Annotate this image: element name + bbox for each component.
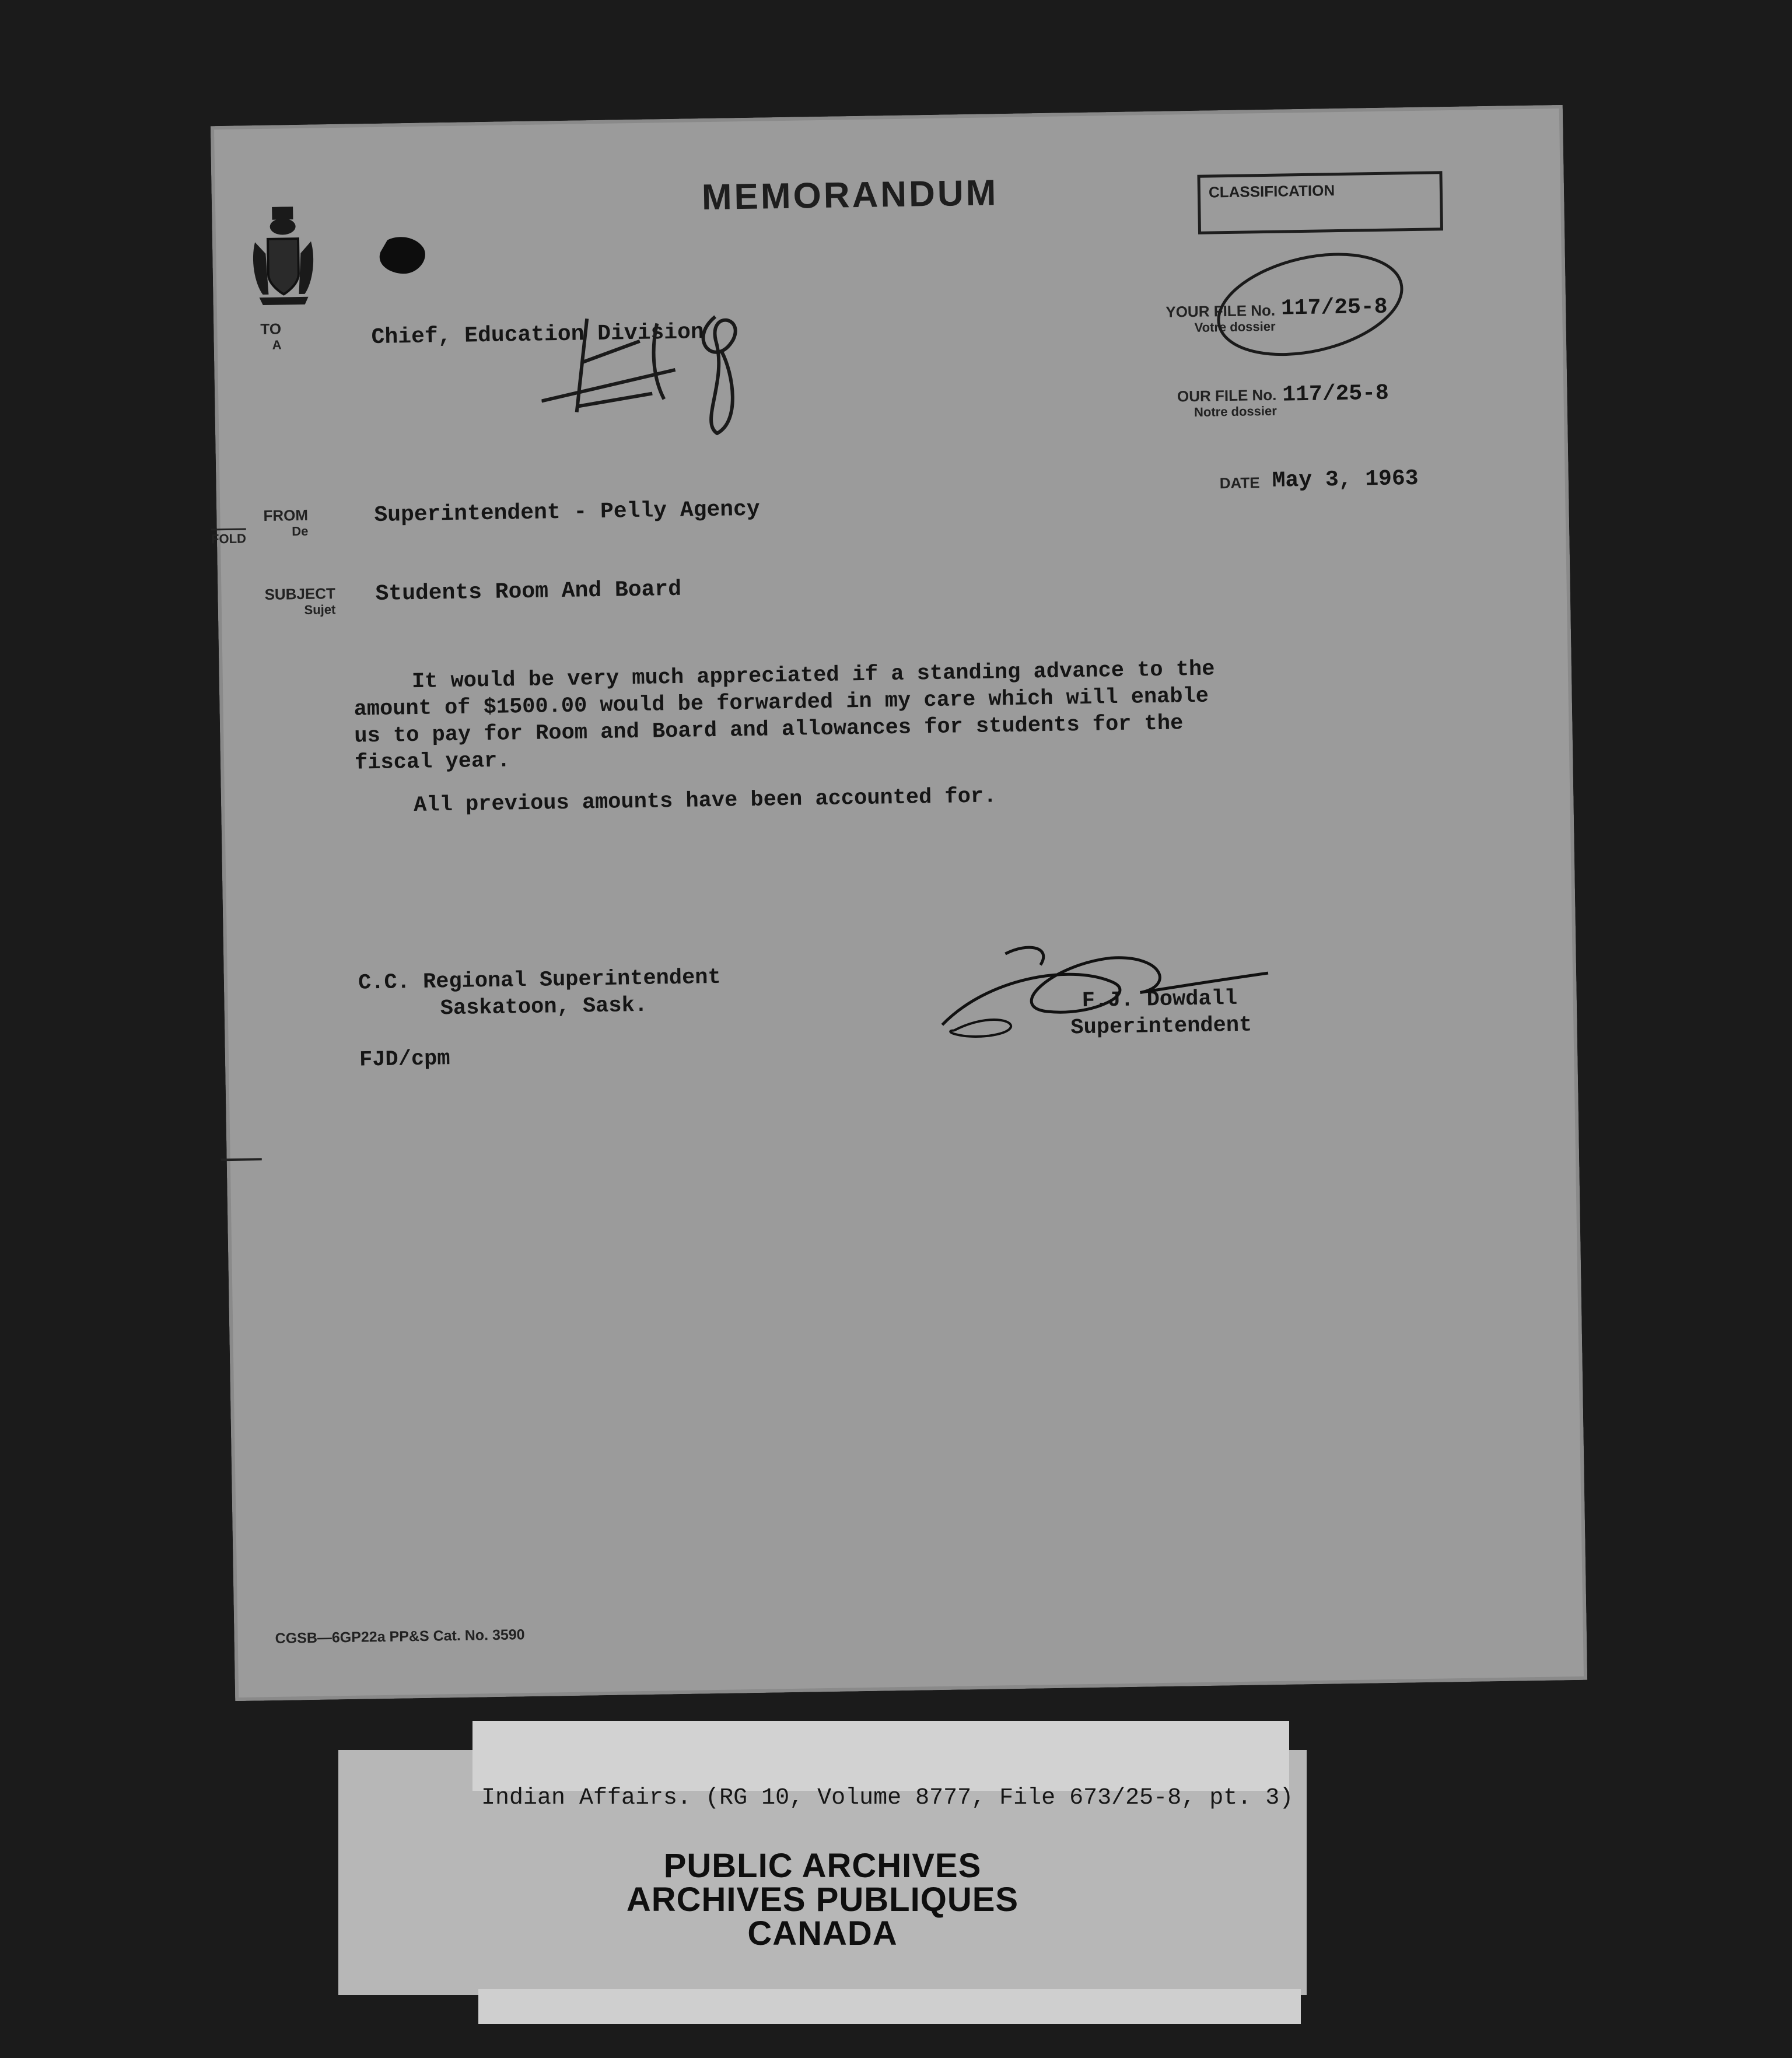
subject-label: SUBJECT Sujet — [264, 584, 336, 617]
margin-tick — [221, 1158, 262, 1161]
coat-of-arms-icon — [250, 206, 317, 307]
memo-page — [211, 105, 1587, 1701]
classification-box — [1197, 171, 1443, 235]
signature-title: Superintendent — [1070, 1013, 1252, 1041]
handwritten-file-code — [540, 304, 764, 442]
to-label: TO A — [260, 320, 282, 352]
archive-stamp-line-3: CANADA — [747, 1915, 898, 1952]
handwritten-signature — [918, 937, 1293, 1054]
your-file-label: YOUR FILE No. Votre dossier — [1166, 301, 1276, 335]
archive-stamp — [338, 1849, 1307, 1951]
your-file-number: 117/25-8 — [1280, 294, 1388, 321]
our-file-label: OUR FILE No. Notre dossier — [1177, 386, 1278, 419]
archive-reference: Indian Affairs. (RG 10, Volume 8777, File 673/25-8, pt. 3) — [481, 1785, 1294, 1811]
carbon-copy — [358, 964, 722, 1074]
archive-label-base — [478, 1989, 1301, 2024]
body-paragraph-1: It would be very much appreciated if a standing advance to the amount of $1500.00 would be forwarded in my care which will enable us to pay for Room and Board and allowances for students for the fiscal year. — [354, 657, 1215, 776]
cc-line-1: C.C. Regional Superintendent — [358, 965, 722, 996]
our-file-number: 117/25-8 — [1282, 380, 1390, 408]
to-field: Chief, Education Division — [371, 320, 705, 351]
memo-title: MEMORANDUM — [701, 173, 999, 218]
from-field: Superintendent - Pelly Agency — [374, 496, 761, 528]
archive-label — [338, 1750, 1307, 1995]
subject-field: Students Room And Board — [375, 576, 682, 607]
body-paragraph-2: All previous amounts have been accounted for. — [413, 784, 997, 818]
archive-stamp-line-1: PUBLIC ARCHIVES — [663, 1847, 982, 1885]
typist-initials: FJD/cpm — [359, 1046, 450, 1073]
classification-label: CLASSIFICATION — [1208, 181, 1335, 201]
from-label: FROM De — [263, 506, 309, 539]
date-field: May 3, 1963 — [1272, 466, 1419, 494]
archive-stamp-line-2: ARCHIVES PUBLIQUES — [626, 1881, 1019, 1919]
date-label: DATE — [1219, 474, 1260, 492]
your-file-circle — [1210, 247, 1410, 361]
ink-blot — [376, 234, 429, 278]
cc-line-2: Saskatoon, Sask. — [440, 993, 648, 1021]
form-number: CGSB—6GP22a PP&S Cat. No. 3590 — [275, 1626, 525, 1647]
archive-reference-tab — [473, 1721, 1289, 1791]
signature-name: F.J. Dowdall — [1082, 986, 1238, 1014]
memo-body — [354, 656, 1242, 836]
fold-mark: FOLD — [211, 528, 246, 547]
